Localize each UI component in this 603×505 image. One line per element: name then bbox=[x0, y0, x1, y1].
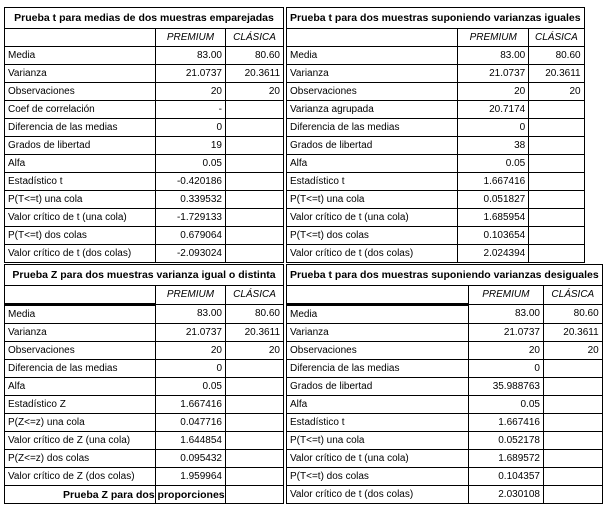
table-row bbox=[287, 414, 603, 432]
clasica-value bbox=[543, 432, 602, 450]
row-label: P(T<=t) dos colas bbox=[287, 227, 458, 245]
column-header-clasica: CLÁSICA bbox=[226, 286, 284, 305]
z-test-body bbox=[5, 265, 284, 504]
premium-value: -1.729133 bbox=[156, 209, 226, 227]
clasica-value: 20.3611 bbox=[529, 65, 584, 83]
premium-value: 1.667416 bbox=[468, 414, 543, 432]
premium-value: 83.00 bbox=[468, 305, 543, 324]
clasica-value: 20 bbox=[226, 83, 284, 101]
row-label: Observaciones bbox=[287, 342, 469, 360]
premium-value: 20 bbox=[156, 342, 226, 360]
row-label: Valor crítico de t (una cola) bbox=[287, 209, 458, 227]
clasica-value: 20 bbox=[226, 342, 284, 360]
paired-t-test-body bbox=[5, 8, 284, 263]
clasica-value: 20.3611 bbox=[543, 324, 602, 342]
table-row bbox=[5, 245, 284, 263]
premium-value: 20 bbox=[156, 83, 226, 101]
row-label: Diferencia de las medias bbox=[5, 360, 156, 378]
table-row bbox=[287, 83, 585, 101]
row-label: P(T<=t) una cola bbox=[287, 191, 458, 209]
clasica-value bbox=[529, 227, 584, 245]
clasica-value bbox=[529, 173, 584, 191]
clasica-value bbox=[543, 486, 602, 504]
table-row bbox=[287, 486, 603, 504]
clasica-value bbox=[543, 468, 602, 486]
clasica-value bbox=[529, 209, 584, 227]
premium-value: 0.679064 bbox=[156, 227, 226, 245]
clasica-value: 80.60 bbox=[529, 47, 584, 65]
row-label: Estadístico Z bbox=[5, 396, 156, 414]
premium-value: 35.988763 bbox=[468, 378, 543, 396]
premium-value: -2.093024 bbox=[156, 245, 226, 263]
clasica-value bbox=[529, 137, 584, 155]
premium-value: 0.05 bbox=[156, 155, 226, 173]
table-row bbox=[287, 432, 603, 450]
row-label: Varianza agrupada bbox=[287, 101, 458, 119]
table-row bbox=[5, 450, 284, 468]
table-row bbox=[5, 101, 284, 119]
header-blank-cell bbox=[5, 286, 156, 305]
row-label: Varianza bbox=[5, 324, 156, 342]
row-label: Estadístico t bbox=[5, 173, 156, 191]
clasica-value bbox=[529, 119, 584, 137]
row-label: Valor crítico de t (dos colas) bbox=[287, 245, 458, 263]
table-row bbox=[5, 119, 284, 137]
table-row bbox=[287, 119, 585, 137]
table-header-row bbox=[287, 29, 585, 47]
table-row bbox=[287, 47, 585, 65]
clasica-value bbox=[226, 378, 284, 396]
premium-value: 0.095432 bbox=[156, 450, 226, 468]
premium-value: 21.0737 bbox=[156, 324, 226, 342]
clasica-value bbox=[529, 245, 584, 263]
row-label: Media bbox=[287, 47, 458, 65]
table-row bbox=[287, 305, 603, 324]
table-row bbox=[287, 137, 585, 155]
table-row bbox=[287, 209, 585, 227]
table-row bbox=[287, 396, 603, 414]
table-row bbox=[287, 450, 603, 468]
clasica-value bbox=[529, 155, 584, 173]
clasica-value bbox=[543, 360, 602, 378]
table-row bbox=[5, 155, 284, 173]
table-header-row bbox=[5, 29, 284, 47]
table-row bbox=[5, 65, 284, 83]
row-label: Media bbox=[5, 47, 156, 65]
table-title-row bbox=[287, 265, 603, 286]
premium-value: 19 bbox=[156, 137, 226, 155]
table-row bbox=[5, 396, 284, 414]
column-header-premium: PREMIUM bbox=[156, 286, 226, 305]
table-row bbox=[5, 414, 284, 432]
clasica-value bbox=[543, 378, 602, 396]
table-row bbox=[5, 191, 284, 209]
clasica-value: 20 bbox=[529, 83, 584, 101]
premium-value: 2.024394 bbox=[458, 245, 529, 263]
row-label: Media bbox=[287, 305, 469, 324]
row-label: Observaciones bbox=[5, 342, 156, 360]
row-label: Observaciones bbox=[5, 83, 156, 101]
table-header-row bbox=[287, 286, 603, 305]
row-label: Valor crítico de t (dos colas) bbox=[287, 486, 469, 504]
premium-value: 0.104357 bbox=[468, 468, 543, 486]
premium-value: 1.959964 bbox=[156, 468, 226, 486]
column-header-clasica: CLÁSICA bbox=[226, 29, 284, 47]
table-row bbox=[5, 209, 284, 227]
table-title-row bbox=[5, 8, 284, 29]
table-row bbox=[287, 227, 585, 245]
premium-value: 83.00 bbox=[156, 305, 226, 324]
table-row bbox=[287, 173, 585, 191]
premium-value: 0.05 bbox=[468, 396, 543, 414]
row-label: Valor crítico de t (una cola) bbox=[287, 450, 469, 468]
table-row bbox=[5, 47, 284, 65]
table-row bbox=[287, 245, 585, 263]
premium-value: 1.667416 bbox=[458, 173, 529, 191]
table-row bbox=[5, 342, 284, 360]
premium-value: 0.047716 bbox=[156, 414, 226, 432]
clasica-value bbox=[226, 227, 284, 245]
table-row bbox=[5, 432, 284, 450]
premium-value: 21.0737 bbox=[468, 324, 543, 342]
premium-value: 1.667416 bbox=[156, 396, 226, 414]
row-label: Estadístico t bbox=[287, 414, 469, 432]
table-header-row bbox=[5, 286, 284, 305]
row-label: Diferencia de las medias bbox=[287, 360, 469, 378]
premium-value: 0.05 bbox=[156, 378, 226, 396]
table-row bbox=[287, 191, 585, 209]
column-header-clasica: CLÁSICA bbox=[543, 286, 602, 305]
table-title: Prueba Z para dos muestras varianza igual o distinta bbox=[5, 265, 284, 286]
header-blank-cell bbox=[5, 29, 156, 47]
premium-value: 1.685954 bbox=[458, 209, 529, 227]
clasica-value bbox=[226, 468, 284, 486]
premium-value: 1.689572 bbox=[468, 450, 543, 468]
table-row bbox=[287, 378, 603, 396]
clasica-value: 80.60 bbox=[226, 305, 284, 324]
row-label: Alfa bbox=[287, 155, 458, 173]
row-label: P(T<=t) dos colas bbox=[287, 468, 469, 486]
clasica-value bbox=[226, 137, 284, 155]
clasica-value bbox=[226, 119, 284, 137]
row-label: P(T<=t) una cola bbox=[5, 191, 156, 209]
row-label: Alfa bbox=[5, 378, 156, 396]
row-label: Valor crítico de t (una cola) bbox=[5, 209, 156, 227]
table-title-row bbox=[5, 265, 284, 286]
clasica-value bbox=[226, 396, 284, 414]
row-label: Alfa bbox=[5, 155, 156, 173]
premium-value: 20 bbox=[468, 342, 543, 360]
premium-value: 0 bbox=[458, 119, 529, 137]
z-test-table bbox=[4, 264, 284, 504]
clasica-value bbox=[226, 191, 284, 209]
premium-value: 1.644854 bbox=[156, 432, 226, 450]
row-label: Varianza bbox=[5, 65, 156, 83]
column-header-premium: PREMIUM bbox=[458, 29, 529, 47]
premium-value: - bbox=[156, 101, 226, 119]
row-label: Media bbox=[5, 305, 156, 324]
row-label: Varianza bbox=[287, 65, 458, 83]
premium-value: 2.030108 bbox=[468, 486, 543, 504]
header-blank-cell bbox=[287, 286, 469, 305]
table-title: Prueba t para dos muestras suponiendo varianzas desiguales bbox=[287, 265, 603, 286]
premium-value: 0 bbox=[156, 360, 226, 378]
row-label: Grados de libertad bbox=[287, 378, 469, 396]
table-row bbox=[287, 101, 585, 119]
row-label: Varianza bbox=[287, 324, 469, 342]
premium-value: 20.7174 bbox=[458, 101, 529, 119]
clasica-value: 80.60 bbox=[226, 47, 284, 65]
equal-variance-t-test-body bbox=[287, 8, 585, 263]
table-row bbox=[287, 155, 585, 173]
unequal-variance-t-test-table bbox=[286, 264, 603, 504]
premium-value: 20 bbox=[458, 83, 529, 101]
table-row bbox=[287, 342, 603, 360]
table-title: Prueba t para medias de dos muestras emparejadas bbox=[5, 8, 284, 29]
row-label: P(Z<=z) dos colas bbox=[5, 450, 156, 468]
premium-value: 21.0737 bbox=[458, 65, 529, 83]
premium-value: 0.103654 bbox=[458, 227, 529, 245]
clasica-value bbox=[529, 191, 584, 209]
clasica-value bbox=[543, 396, 602, 414]
row-label: P(Z<=z) una cola bbox=[5, 414, 156, 432]
clasica-value bbox=[543, 450, 602, 468]
clasica-value bbox=[226, 209, 284, 227]
premium-value: 0.339532 bbox=[156, 191, 226, 209]
unequal-variance-t-test-body bbox=[287, 265, 603, 504]
row-label: P(T<=t) dos colas bbox=[5, 227, 156, 245]
premium-value: 0.05 bbox=[458, 155, 529, 173]
row-label: Diferencia de las medias bbox=[5, 119, 156, 137]
row-label: Grados de libertad bbox=[287, 137, 458, 155]
clasica-value: 20 bbox=[543, 342, 602, 360]
table-row bbox=[5, 378, 284, 396]
table-row bbox=[287, 324, 603, 342]
clasica-value bbox=[543, 414, 602, 432]
column-header-premium: PREMIUM bbox=[156, 29, 226, 47]
table-row bbox=[5, 227, 284, 245]
premium-value: 83.00 bbox=[458, 47, 529, 65]
premium-value: 0 bbox=[468, 360, 543, 378]
equal-variance-t-test-table bbox=[286, 7, 585, 263]
clasica-value bbox=[226, 245, 284, 263]
row-label: Coef de correlación bbox=[5, 101, 156, 119]
premium-value: 83.00 bbox=[156, 47, 226, 65]
premium-value: 0 bbox=[156, 119, 226, 137]
clasica-value bbox=[226, 155, 284, 173]
table-row bbox=[5, 324, 284, 342]
table-row bbox=[287, 65, 585, 83]
row-label: Valor crítico de Z (dos colas) bbox=[5, 468, 156, 486]
clasica-value: 20.3611 bbox=[226, 324, 284, 342]
premium-value: 21.0737 bbox=[156, 65, 226, 83]
row-label: Valor crítico de Z (una cola) bbox=[5, 432, 156, 450]
clasica-value: 80.60 bbox=[543, 305, 602, 324]
table-row bbox=[5, 468, 284, 486]
z-test-proportions-caption: Prueba Z para dos proporciones bbox=[63, 489, 225, 501]
row-label: Valor crítico de t (dos colas) bbox=[5, 245, 156, 263]
table-title: Prueba t para dos muestras suponiendo varianzas iguales bbox=[287, 8, 585, 29]
row-label: Grados de libertad bbox=[5, 137, 156, 155]
table-row bbox=[5, 305, 284, 324]
clasica-value bbox=[226, 450, 284, 468]
table-row bbox=[287, 468, 603, 486]
premium-value: 0.051827 bbox=[458, 191, 529, 209]
table-row bbox=[287, 360, 603, 378]
clasica-value bbox=[226, 101, 284, 119]
header-blank-cell bbox=[287, 29, 458, 47]
row-label: Alfa bbox=[287, 396, 469, 414]
table-row bbox=[5, 83, 284, 101]
row-label: Diferencia de las medias bbox=[287, 119, 458, 137]
table-row bbox=[5, 137, 284, 155]
clasica-value bbox=[226, 173, 284, 191]
row-label: Estadístico t bbox=[287, 173, 458, 191]
clasica-value bbox=[529, 101, 584, 119]
table-row bbox=[5, 173, 284, 191]
table-title-row bbox=[287, 8, 585, 29]
clasica-value bbox=[226, 360, 284, 378]
row-label: Observaciones bbox=[287, 83, 458, 101]
premium-value: 38 bbox=[458, 137, 529, 155]
column-header-clasica: CLÁSICA bbox=[529, 29, 584, 47]
clasica-value bbox=[226, 432, 284, 450]
premium-value: -0.420186 bbox=[156, 173, 226, 191]
column-header-premium: PREMIUM bbox=[468, 286, 543, 305]
clasica-value bbox=[226, 414, 284, 432]
premium-value: 0.052178 bbox=[468, 432, 543, 450]
table-row bbox=[5, 360, 284, 378]
paired-t-test-table bbox=[4, 7, 284, 263]
clasica-value: 20.3611 bbox=[226, 65, 284, 83]
row-label: P(T<=t) una cola bbox=[287, 432, 469, 450]
clasica-value bbox=[226, 486, 284, 504]
